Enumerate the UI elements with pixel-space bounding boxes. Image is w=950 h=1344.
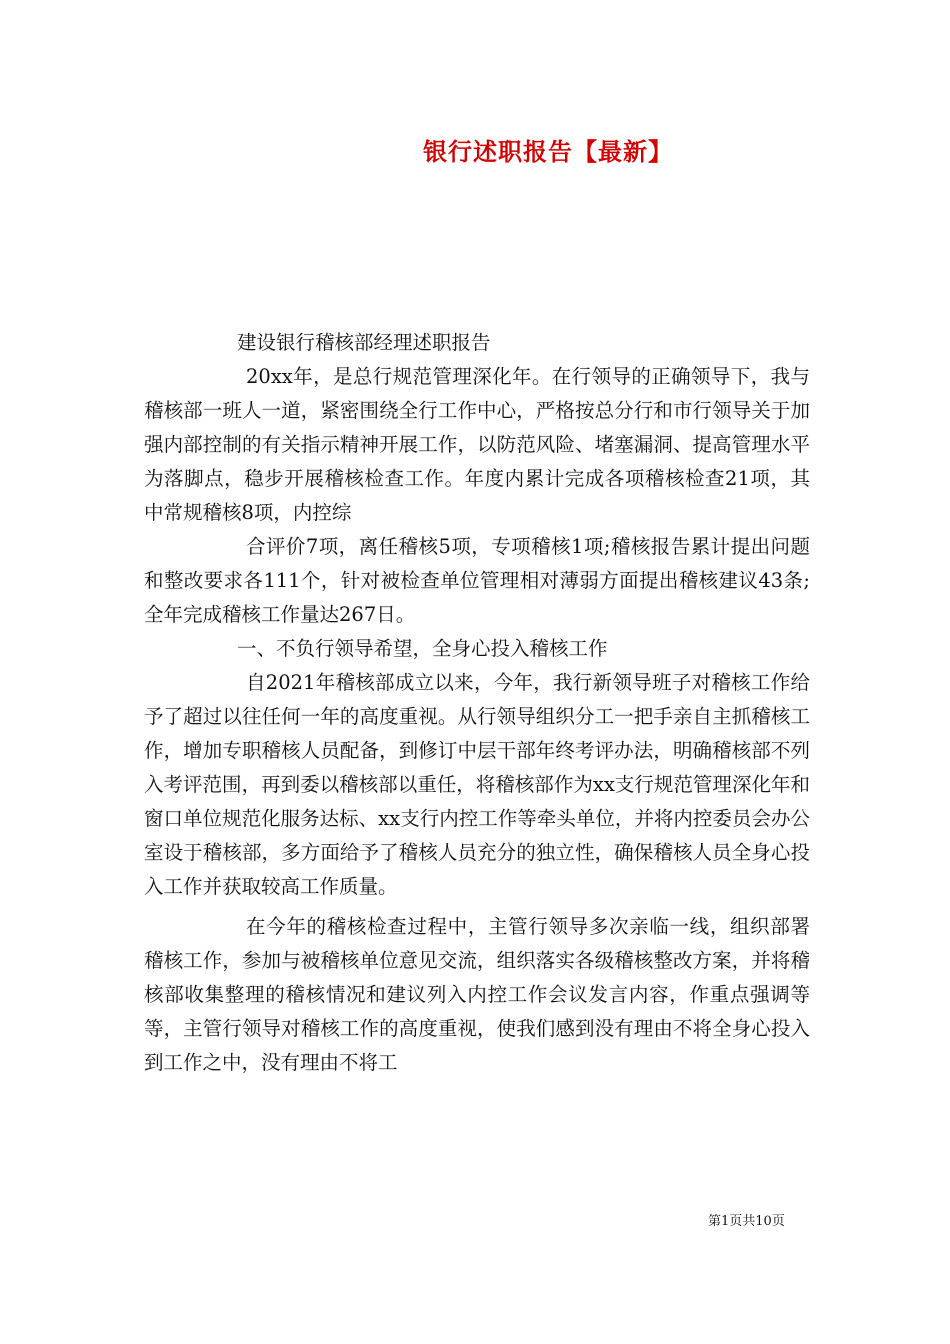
page-number: 第1页共10页 [708, 1214, 785, 1229]
document-body [144, 326, 810, 1080]
page-title [0, 132, 950, 167]
section-heading: 一、不负行领导希望，全身心投入稽核工作 [237, 637, 608, 660]
document-title: 银行述职报告【最新】 [423, 137, 673, 166]
paragraph-1: 20xx年，是总行规范管理深化年。在行领导的正确领导下，我与稽核部一班人一道，紧密围绕全行工作中心，严格按总分行和市行领导关于加强内部控制的有关指示精神开展工作，以防范风险、堵塞漏洞、提高管理水平为落脚点，稳步开展稽核检查工作。年度内累计完成各项稽核检查21项，其中常规稽核8项，内控综 [144, 365, 810, 524]
paragraph-3: 自2021年稽核部成立以来，今年，我行新领导班子对稽核工作给予了超过以往任何一年的高度重视。从行领导组织分工一把手亲自主抓稽核工作，增加专职稽核人员配备，到修订中层干部年终考评办法，明确稽核部不列入考评范围，再到委以稽核部以重任，将稽核部作为xx支行规范管理深化年和窗口单位规范化服务达标、xx支行内控工作等牵头单位，并将内控委员会办公室设于稽核部，多方面给予了稽核人员充分的独立性，确保稽核人员全身心投入工作并获取较高工作质量。 [144, 671, 810, 898]
document-subtitle: 建设银行稽核部经理述职报告 [237, 331, 491, 354]
paragraph-2: 合评价7项，离任稽核5项，专项稽核1项;稽核报告累计提出问题和整改要求各111个，针对被检查单位管理相对薄弱方面提出稽核建议43条;全年完成稽核工作量达267日。 [144, 535, 810, 626]
paragraph-4: 在今年的稽核检查过程中，主管行领导多次亲临一线，组织部署稽核工作，参加与被稽核单位意见交流，组织落实各级稽核整改方案，并将稽核部收集整理的稽核情况和建议列入内控工作会议发言内容，作重点强调等等，主管行领导对稽核工作的高度重视，使我们感到没有理由不将全身心投入到工作之中，没有理由不将工 [144, 915, 810, 1074]
